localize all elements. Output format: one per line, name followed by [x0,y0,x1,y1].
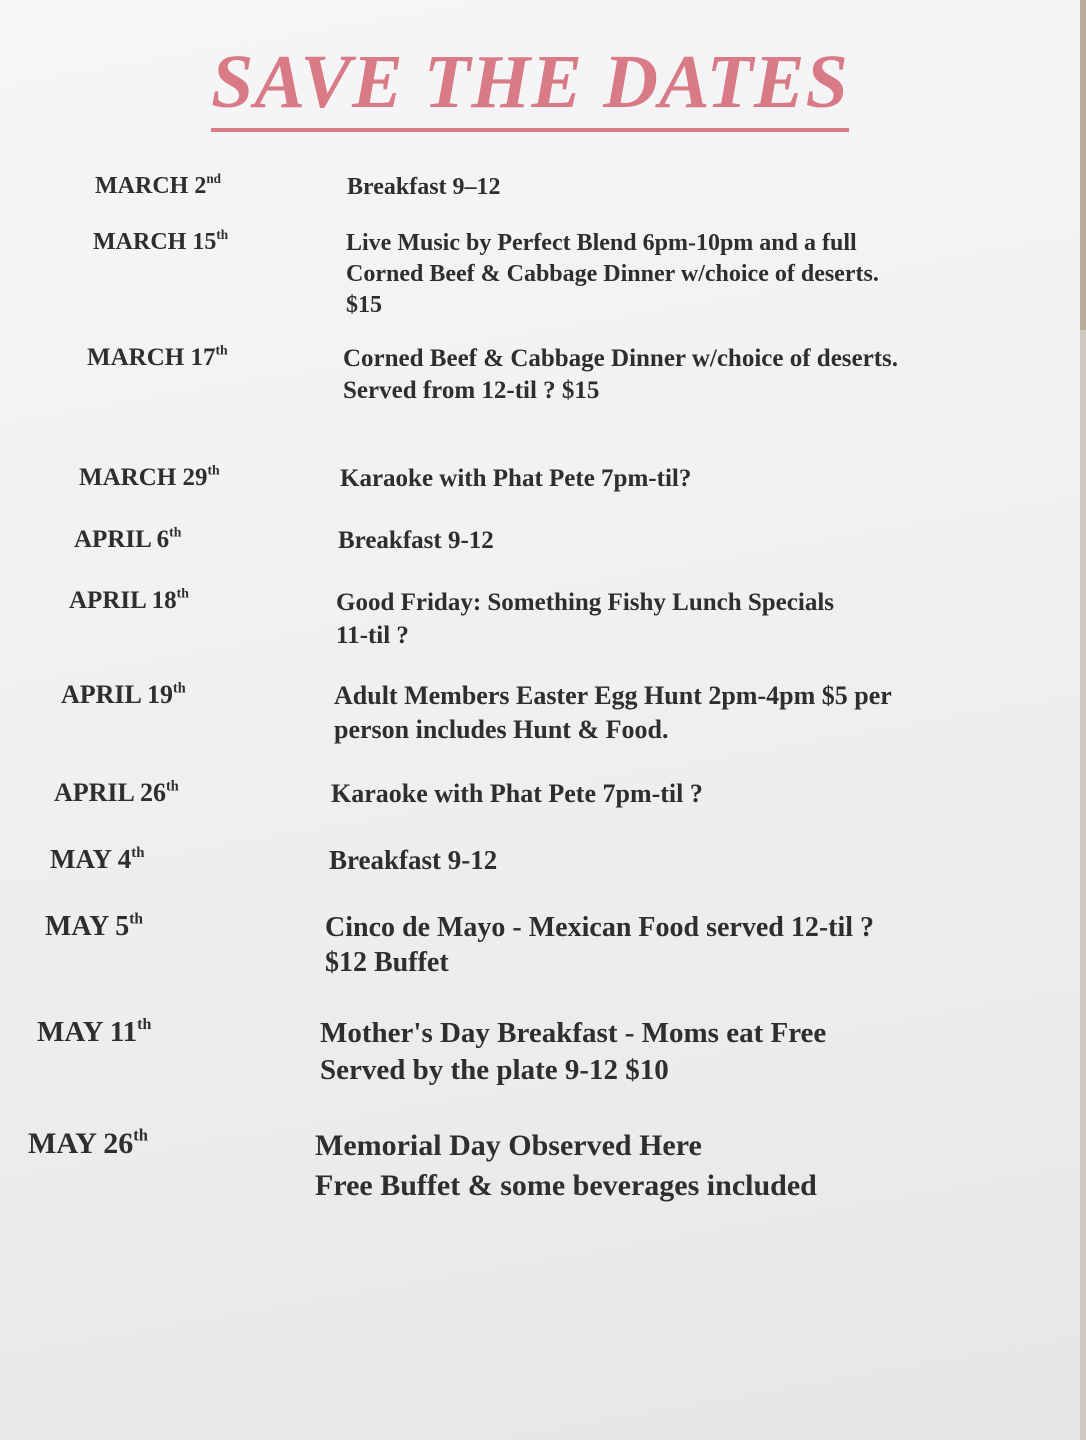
event-description: Cinco de Mayo - Mexican Food served 12-til ? $12 Buffet [325,912,875,978]
event-description: Live Music by Perfect Blend 6pm-10pm and a full Corned Beef & Cabbage Dinner w/choice of deserts. $15 [346,230,879,318]
event-description: Corned Beef & Cabbage Dinner w/choice of deserts. Served from 12-til ? $15 [343,345,899,404]
event-date: MAY 26th [28,1125,148,1160]
event-date: APRIL 6th [74,524,182,553]
event-date: MAY 4th [50,844,145,874]
event-description: Mother's Day Breakfast - Moms eat Free Served by the plate 9-12 $10 [320,1017,827,1086]
event-description: Adult Members Easter Egg Hunt 2pm-4pm $5 per person includes Hunt & Food. [334,681,892,744]
event-date: MARCH 29th [79,462,220,491]
event-description: Karaoke with Phat Pete 7pm-til? [340,465,692,492]
event-description: Good Friday: Something Fishy Lunch Specials 11-til ? [336,589,834,649]
page-title: SAVE THE DATES [0,44,1060,120]
event-date: MAY 5th [45,910,143,942]
event-date: APRIL 19th [61,680,186,709]
event-description: Karaoke with Phat Pete 7pm-til ? [331,779,703,808]
event-description: Breakfast 9–12 [347,174,501,200]
event-description: Memorial Day Observed Here Free Buffet & some beverages included [315,1129,817,1202]
event-description: Breakfast 9-12 [338,527,494,554]
event-date: MARCH 15th [93,227,229,255]
event-date: MAY 11th [37,1016,152,1048]
event-date: MARCH 2nd [95,171,221,199]
event-description: Breakfast 9-12 [329,845,498,875]
event-date: MARCH 17th [87,342,228,371]
event-date: APRIL 18th [69,585,189,614]
event-date: APRIL 26th [54,778,179,807]
